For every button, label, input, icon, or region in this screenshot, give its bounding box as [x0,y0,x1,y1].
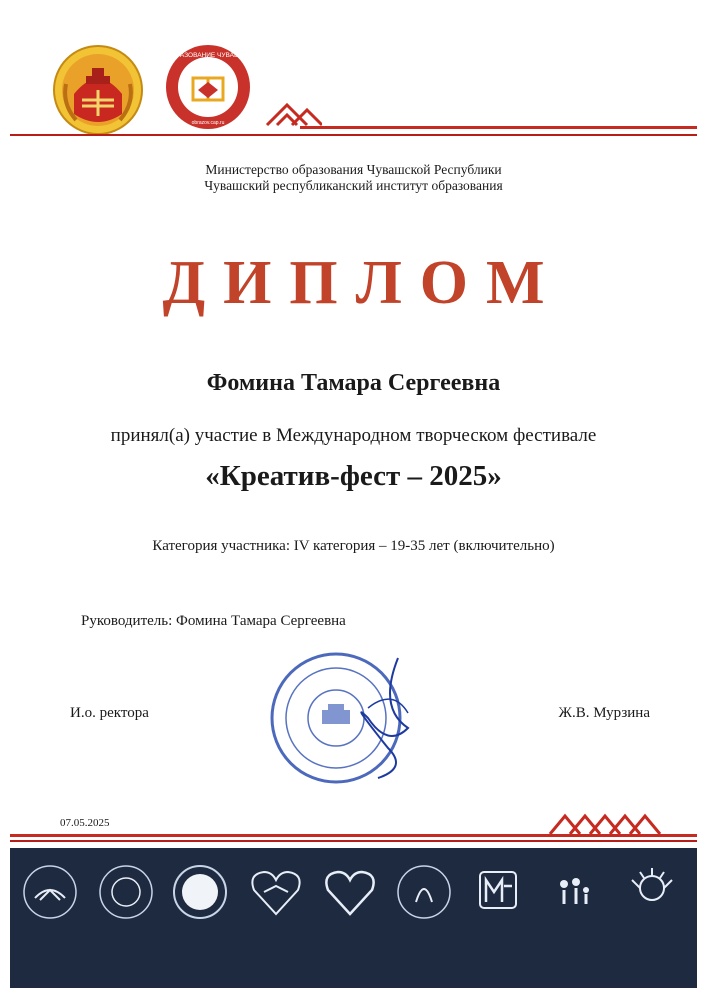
edu-emblem-caption: ОБРАЗОВАНИЕ ЧУВАШИИ [166,52,250,59]
teacher-of-the-year-logo-icon [20,862,80,922]
issue-date: 07.05.2025 [60,817,110,829]
chuvash-coat-of-arms-icon [52,44,144,136]
signatory-name: Ж.В. Мурзина [558,705,650,721]
edu-emblem-url: obrazov.cap.ru [191,120,225,126]
leader-name: Руководитель: Фомина Тамара Сергеевна [81,613,346,629]
ministry-name: Министерство образования Чувашской Республики [205,162,502,177]
footer-band [10,848,697,988]
top-ornament-icon [262,95,322,135]
pedagogical-debut-logo-icon [170,862,230,922]
institute-name: Чувашский республиканский институт образования [204,178,503,193]
best-native-language-teacher-logo-icon [622,862,682,922]
bottom-divider-line [10,840,697,842]
recipient-name: Фомина Тамара Сергеевна [206,370,501,396]
pedagogical-debut-russia-logo-icon [394,862,454,922]
family-logo-icon [542,862,602,922]
bottom-ornament-line [10,834,697,837]
official-seal-icon [258,648,438,788]
education-chuvashia-emblem-icon [165,44,251,130]
signatory-position: И.о. ректора [70,705,149,721]
diploma-title: ДИПЛОМ [162,249,563,317]
participation-text: принял(а) участие в Международном творческом фестивале [110,425,597,446]
top-divider-line [10,134,697,136]
mg-logo-icon [468,862,528,922]
top-ornament-line [300,126,697,129]
handshake-heart-logo-icon [246,862,306,922]
festival-logo-icon [96,862,156,922]
heart-logo-icon [320,862,380,922]
festival-name: «Креатив-фест – 2025» [205,460,502,492]
participant-category: Категория участника: IV категория – 19-35 лет (включительно) [152,538,555,554]
